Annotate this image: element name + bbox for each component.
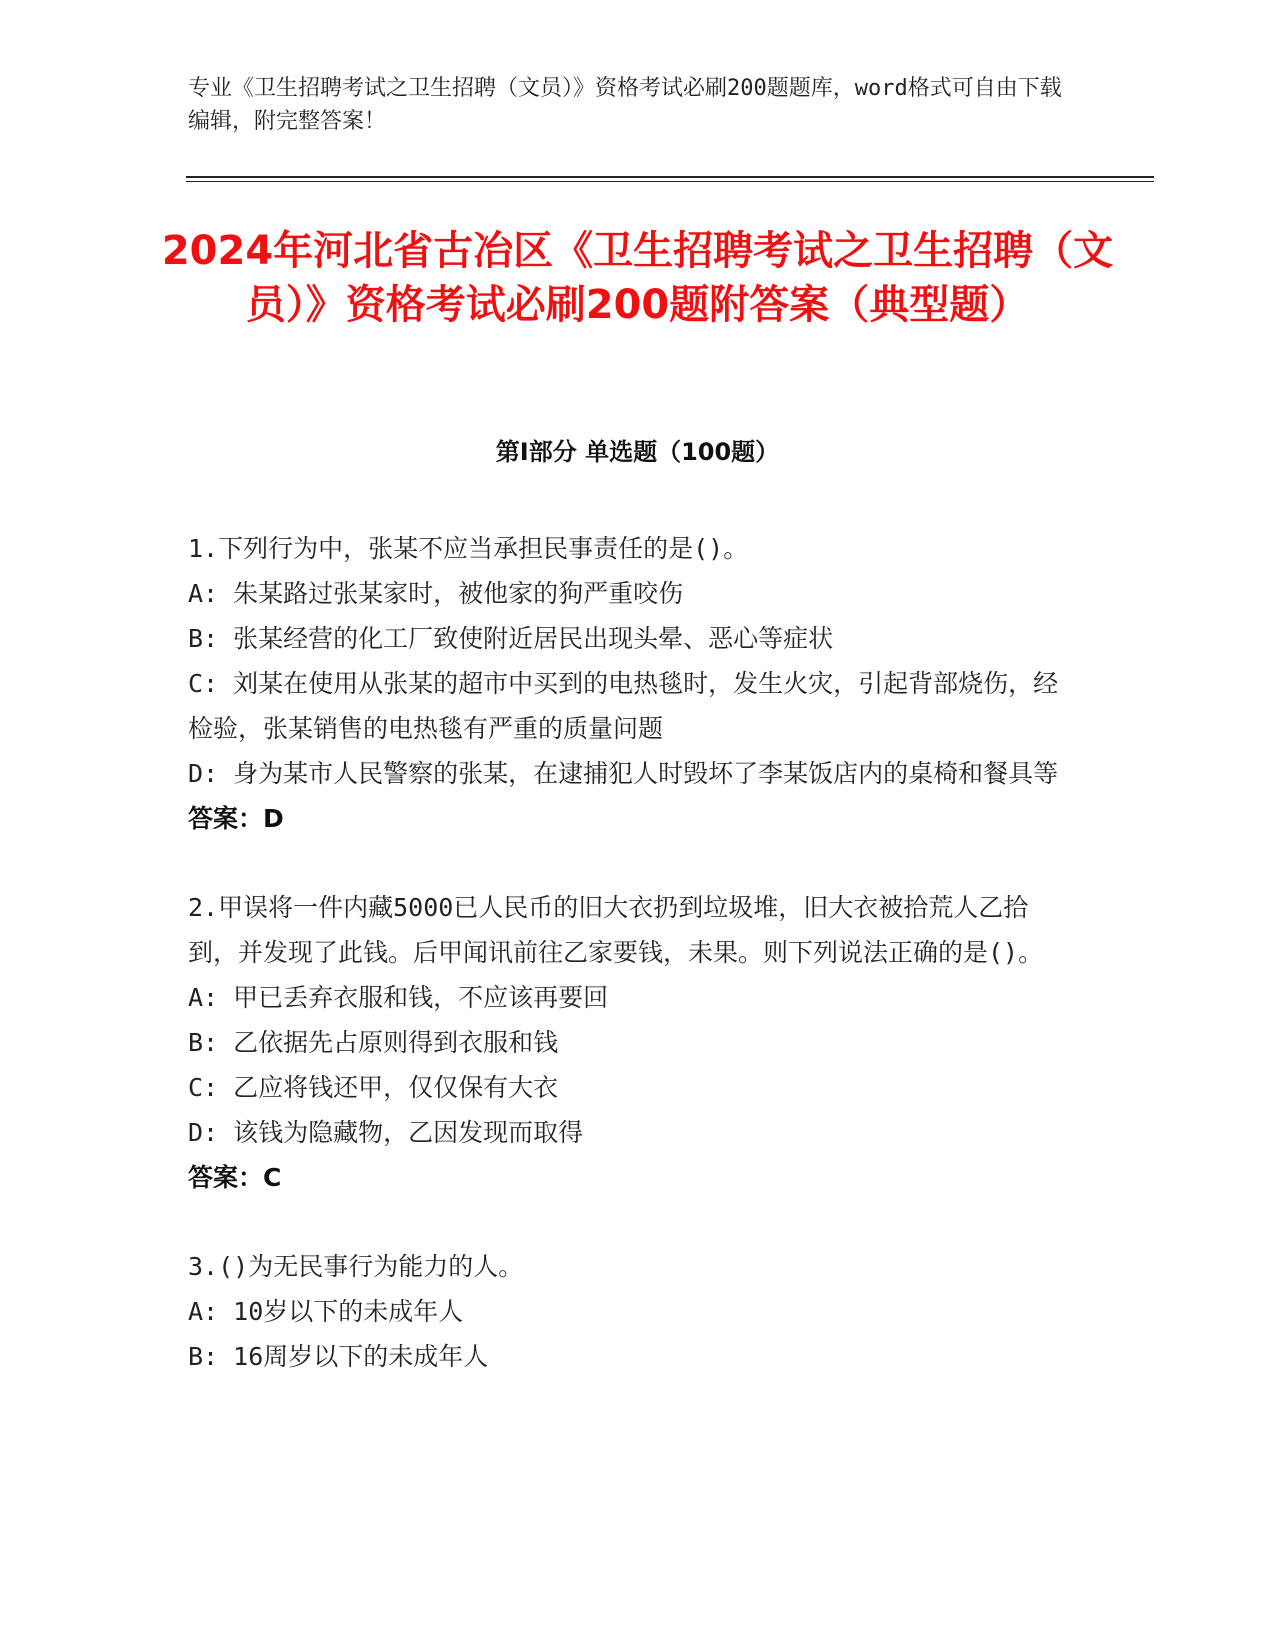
option-b: B: 张某经营的化工厂致使附近居民出现头晕、恶心等症状 [188, 624, 834, 653]
section-heading: 第Ⅰ部分 单选题（100题） [495, 438, 780, 466]
option-c: C: 乙应将钱还甲，仅仅保有大衣 [188, 1073, 559, 1102]
answer-label: 答案：D [188, 804, 284, 833]
option-d: D: 该钱为隐藏物，乙因发现而取得 [188, 1118, 584, 1147]
option-a: A: 甲已丢弃衣服和钱，不应该再要回 [188, 983, 609, 1012]
question-1 [188, 526, 1068, 841]
header-divider-thin [186, 181, 1154, 182]
option-b: B: 16周岁以下的未成年人 [188, 1342, 489, 1371]
question-2 [188, 885, 1068, 1200]
option-a: A: 朱某路过张某家时，被他家的狗严重咬伤 [188, 579, 684, 608]
option-a: A: 10岁以下的未成年人 [188, 1297, 464, 1326]
answer-label: 答案：C [188, 1163, 282, 1192]
option-c: C: 刘某在使用从张某的超市中买到的电热毯时，发生火灾，引起背部烧伤，经检验，张某销售的电热毯有严重的质量问题 [188, 669, 1059, 743]
question-stem: 1.下列行为中，张某不应当承担民事责任的是()。 [188, 534, 749, 563]
header-note: 专业《卫生招聘考试之卫生招聘（文员）》资格考试必刷200题题库，word格式可自由下载编辑，附完整答案！ [188, 76, 1062, 134]
option-b: B: 乙依据先占原则得到衣服和钱 [188, 1028, 559, 1057]
document-title: 2024年河北省古冶区《卫生招聘考试之卫生招聘（文员）》资格考试必刷200题附答案（典型题） [161, 228, 1114, 328]
option-d: D: 身为某市人民警察的张某，在逮捕犯人时毁坏了李某饭店内的桌椅和餐具等 [188, 759, 1059, 788]
question-stem: 3.()为无民事行为能力的人。 [188, 1252, 524, 1281]
question-stem: 2.甲误将一件内藏5000已人民币的旧大衣扔到垃圾堆，旧大衣被拾荒人乙拾到，并发现了此钱。后甲闻讯前往乙家要钱，未果。则下列说法正确的是()。 [188, 893, 1044, 967]
question-3 [188, 1244, 1068, 1379]
question-list [188, 526, 1068, 1423]
header-divider-thick [186, 176, 1154, 178]
